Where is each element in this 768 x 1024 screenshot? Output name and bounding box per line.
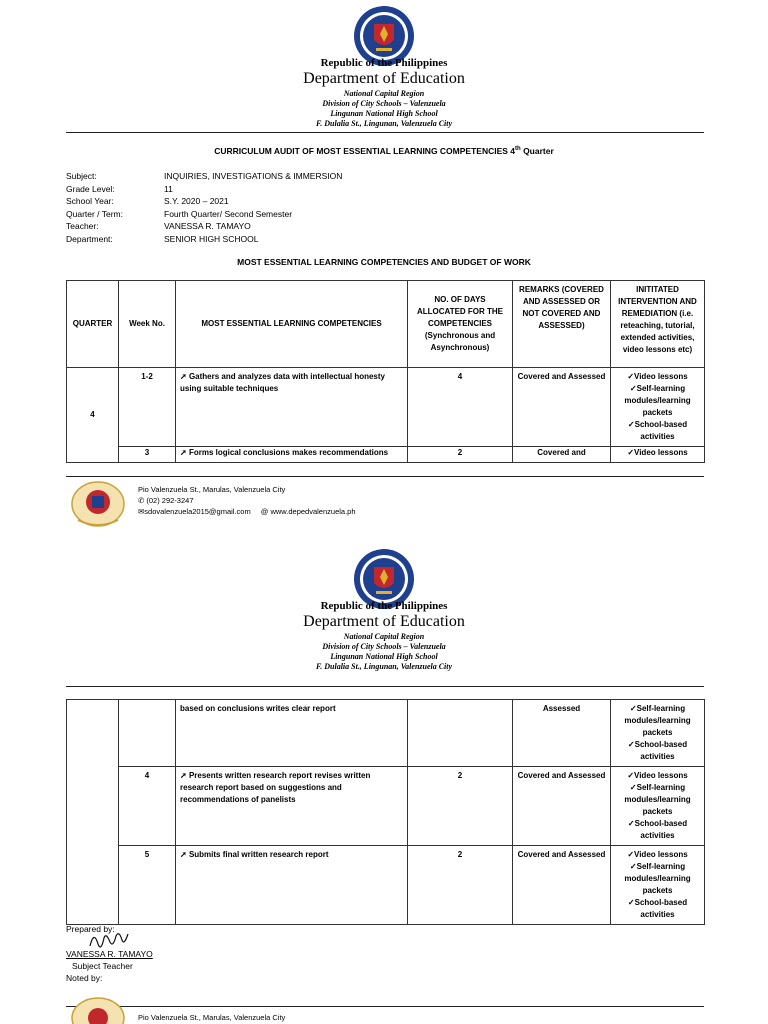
email-icon: ✉ — [138, 507, 145, 516]
phone-icon: ✆ — [138, 496, 147, 505]
republic-heading: Republic of the Philippines — [320, 57, 448, 69]
checkmark-icon: ✓ — [627, 850, 635, 859]
address-line: F. Dulalia St., Lingunan, Valenzuela City — [315, 662, 453, 671]
division-logo — [66, 480, 130, 528]
region-line: National Capital Region — [343, 632, 425, 641]
remarks-cell: Covered and Assessed — [513, 846, 611, 925]
checkmark-icon: ✓ — [627, 819, 635, 828]
intervention-item — [615, 818, 700, 842]
intervention-text: Self-learning modules/learning packets — [624, 862, 691, 895]
intervention-text: School-based activities — [634, 740, 688, 761]
footer-divider — [66, 476, 704, 477]
intervention-text: School-based activities — [634, 898, 688, 919]
intervention-item — [615, 782, 700, 818]
days-cell: 2 — [408, 846, 513, 925]
republic-heading: Republic of the Philippines — [320, 600, 448, 612]
melc-text: Presents written research report revises written research report based on suggestions and recommendations of panelists — [180, 771, 371, 804]
quarter-cell — [67, 700, 119, 925]
week-cell — [119, 700, 176, 767]
table-row — [67, 767, 705, 846]
info-value-grade: 11 — [164, 183, 173, 194]
title-superscript: th — [515, 146, 521, 153]
intervention-text: School-based activities — [634, 819, 688, 840]
info-value-teacher: VANESSA R. TAMAYO — [164, 221, 251, 231]
melc-table-page1 — [66, 280, 705, 463]
info-label: Grade Level: — [66, 183, 115, 194]
table-row — [67, 846, 705, 925]
intervention-item — [615, 861, 700, 897]
info-label: Teacher: — [66, 221, 99, 231]
days-cell: 2 — [408, 447, 513, 463]
noted-by-label: Noted by: — [66, 973, 103, 983]
table-row — [67, 700, 705, 767]
header-days: NO. OF DAYS ALLOCATED FOR THE COMPETENCIES (Synchronous and Asynchronous) — [408, 281, 513, 368]
week-cell: 1-2 — [119, 368, 176, 447]
checkmark-icon: ✓ — [629, 704, 637, 713]
intervention-item — [615, 419, 700, 443]
footer-website[interactable]: www.depedvalenzuela.ph — [270, 507, 356, 516]
intervention-item — [615, 770, 700, 782]
intervention-text: Video lessons — [634, 771, 688, 780]
header-melc: MOST ESSENTIAL LEARNING COMPETENCIES — [176, 281, 408, 368]
info-label: Subject: — [66, 171, 97, 181]
document-title-suffix: Quarter — [520, 146, 554, 156]
bullet-arrow-icon: ➚ — [180, 372, 189, 381]
checkmark-icon: ✓ — [629, 783, 637, 792]
intervention-text: Self-learning modules/learning packets — [624, 384, 691, 417]
footer-divider — [66, 1006, 704, 1007]
bullet-arrow-icon: ➚ — [180, 771, 189, 780]
info-value-school-year: S.Y. 2020 – 2021 — [164, 196, 229, 206]
department-heading: Department of Education — [303, 613, 465, 630]
week-cell: 3 — [119, 447, 176, 463]
header-quarter: QUARTER — [67, 281, 119, 368]
region-line: National Capital Region — [343, 89, 425, 98]
intervention-cell — [611, 368, 705, 447]
days-cell: 4 — [408, 368, 513, 447]
intervention-cell — [611, 447, 705, 463]
prepared-by-label: Prepared by: — [66, 924, 115, 934]
intervention-text: Self-learning modules/learning packets — [624, 704, 691, 737]
intervention-text: Video lessons — [634, 850, 688, 859]
division-line: Division of City Schools – Valenzuela — [322, 99, 446, 108]
table-header-row — [67, 281, 705, 368]
melc-cell — [176, 368, 408, 447]
info-value-department: SENIOR HIGH SCHOOL — [164, 233, 259, 244]
division-line: Division of City Schools – Valenzuela — [322, 642, 446, 651]
remarks-cell: Covered and Assessed — [513, 767, 611, 846]
melc-cell: based on conclusions writes clear report — [176, 700, 408, 767]
info-label: Quarter / Term: — [66, 208, 123, 219]
melc-cell — [176, 767, 408, 846]
checkmark-icon: ✓ — [627, 771, 635, 780]
checkmark-icon: ✓ — [627, 740, 635, 749]
melc-text: Gathers and analyzes data with intellectual honesty using suitable techniques — [180, 372, 385, 393]
header-remarks: REMARKS (COVERED AND ASSESSED OR NOT COVERED AND ASSESSED) — [513, 281, 611, 368]
intervention-item — [615, 383, 700, 419]
footer-contact-line — [138, 507, 356, 516]
intervention-item — [615, 849, 700, 861]
intervention-text: Video lessons — [634, 372, 688, 381]
footer-phone-line — [138, 496, 194, 505]
remarks-cell: Covered and Assessed — [513, 368, 611, 447]
department-heading: Department of Education — [303, 70, 465, 87]
school-line: Lingunan National High School — [330, 109, 438, 118]
intervention-item — [615, 897, 700, 921]
table-title: MOST ESSENTIAL LEARNING COMPETENCIES AND BUDGET OF WORK — [237, 257, 531, 267]
bullet-arrow-icon: ➚ — [180, 850, 189, 859]
footer-address: Pio Valenzuela St., Marulas, Valenzuela City — [138, 485, 286, 494]
school-line: Lingunan National High School — [330, 652, 438, 661]
checkmark-icon: ✓ — [629, 384, 637, 393]
week-cell: 4 — [119, 767, 176, 846]
intervention-cell — [611, 700, 705, 767]
web-icon: @ — [260, 507, 271, 516]
address-line: F. Dulalia St., Lingunan, Valenzuela City — [315, 119, 453, 128]
checkmark-icon: ✓ — [629, 862, 637, 871]
info-label: School Year: — [66, 196, 114, 206]
footer-address: Pio Valenzuela St., Marulas, Valenzuela City — [138, 1013, 286, 1022]
header-week: Week No. — [119, 281, 176, 368]
info-label: Department: — [66, 233, 113, 244]
division-logo — [66, 996, 130, 1024]
quarter-cell: 4 — [67, 368, 119, 463]
table-row — [67, 368, 705, 447]
melc-text: Forms logical conclusions makes recommendations — [188, 448, 389, 457]
footer-phone: (02) 292-3247 — [146, 496, 194, 505]
intervention-text: Video lessons — [634, 448, 688, 457]
intervention-item — [615, 371, 700, 383]
intervention-item — [615, 739, 700, 763]
teacher-role: Subject Teacher — [72, 961, 133, 971]
melc-cell — [176, 447, 408, 463]
days-cell — [408, 700, 513, 767]
melc-cell — [176, 846, 408, 925]
document-title-text: CURRICULUM AUDIT OF MOST ESSENTIAL LEARNING COMPETENCIES 4 — [214, 146, 516, 156]
teacher-name: VANESSA R. TAMAYO — [66, 949, 153, 959]
header-intervention: INITITATED INTERVENTION AND REMEDIATION (i.e. reteaching, tutorial, extended activities, video lessons etc) — [611, 281, 705, 368]
intervention-item — [615, 703, 700, 739]
checkmark-icon: ✓ — [627, 420, 635, 429]
table-row — [67, 447, 705, 463]
checkmark-icon: ✓ — [627, 448, 635, 457]
intervention-text: Self-learning modules/learning packets — [624, 783, 691, 816]
days-cell: 2 — [408, 767, 513, 846]
bullet-arrow-icon: ➚ — [180, 448, 189, 457]
header-divider — [66, 132, 704, 133]
remarks-cell: Covered and — [513, 447, 611, 463]
remarks-cell: Assessed — [513, 700, 611, 767]
header-divider — [66, 686, 704, 687]
info-value-quarter: Fourth Quarter/ Second Semester — [164, 208, 293, 219]
footer-email[interactable]: sdovalenzuela2015@gmail.com — [144, 507, 251, 516]
document-title — [0, 146, 768, 156]
checkmark-icon: ✓ — [627, 372, 635, 381]
melc-text: Submits final written research report — [188, 850, 329, 859]
intervention-cell — [611, 846, 705, 925]
checkmark-icon: ✓ — [627, 898, 635, 907]
melc-table-page2 — [66, 699, 705, 925]
intervention-text: School-based activities — [634, 420, 688, 441]
week-cell: 5 — [119, 846, 176, 925]
info-value-subject: INQUIRIES, INVESTIGATIONS & IMMERSION — [164, 171, 343, 181]
intervention-cell — [611, 767, 705, 846]
